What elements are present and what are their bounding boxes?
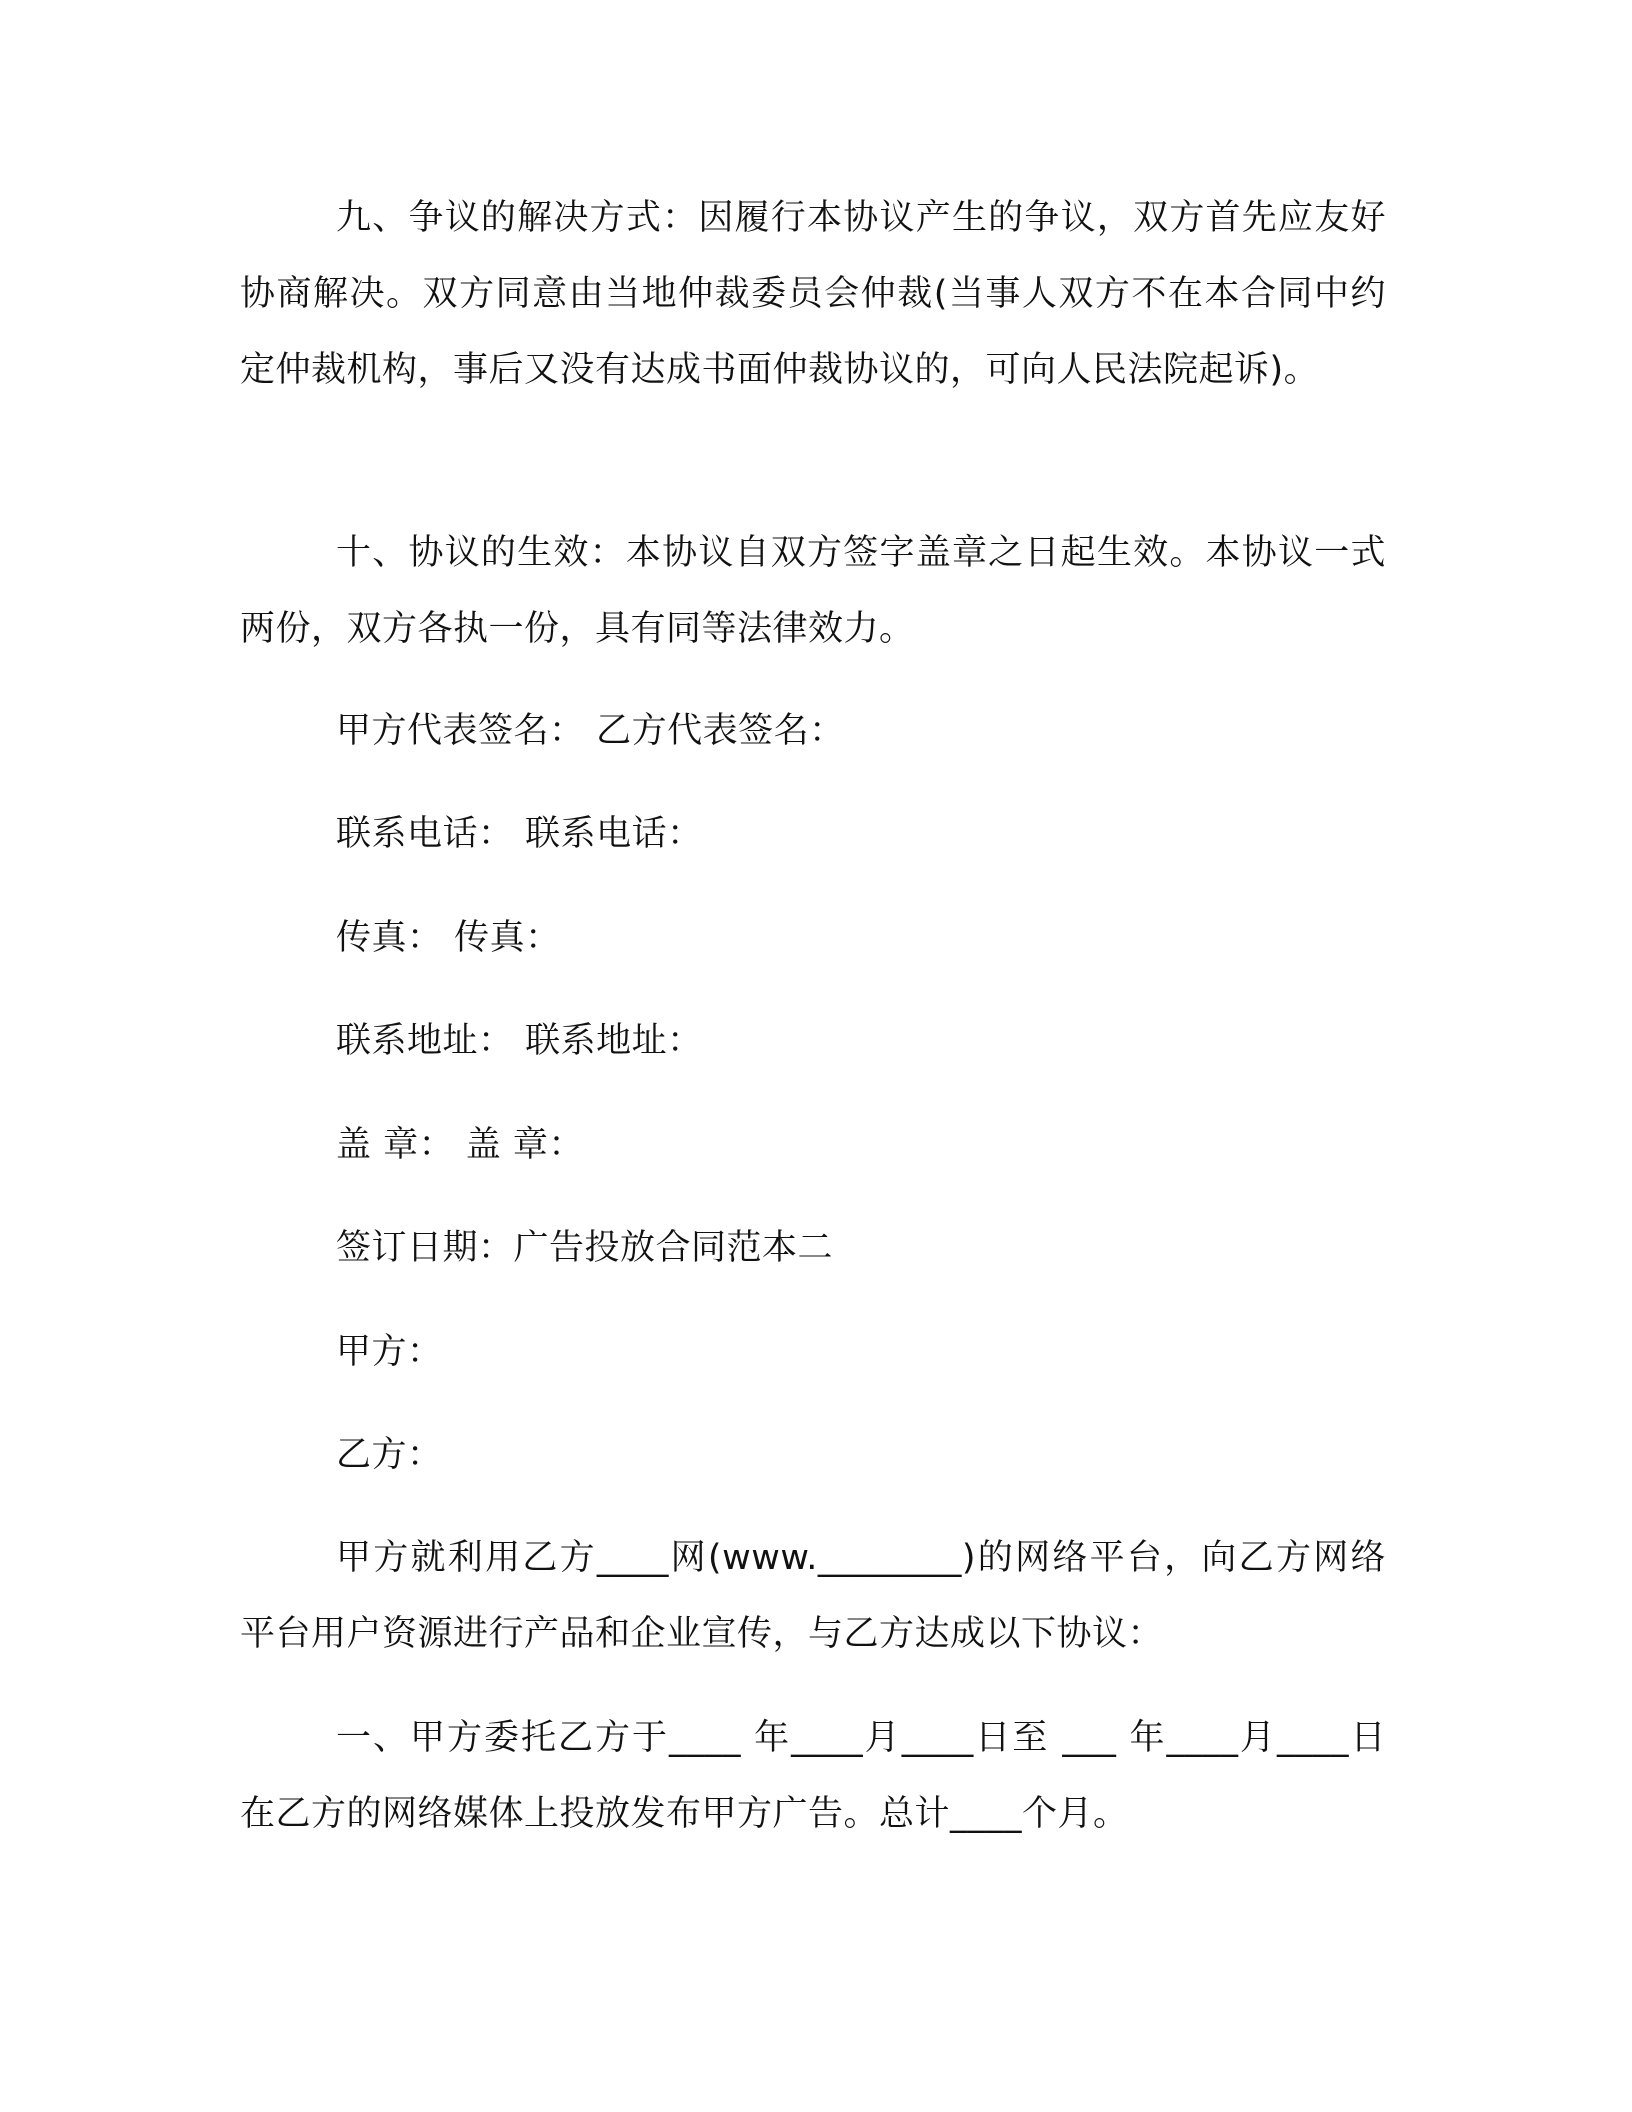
intro-paragraph: 甲方就利用乙方____网(www.________)的网络平台，向乙方网络平台用户资源进行产品和企业宣传，与乙方达成以下协议： (240, 1538, 1386, 1654)
seal-line: 盖 章： 盖 章： (336, 1125, 584, 1165)
signing-date-line: 签订日期：广告投放合同范本二 (336, 1228, 834, 1268)
representative-signature-line: 甲方代表签名： 乙方代表签名： (336, 711, 845, 751)
article-1-paragraph: 一、甲方委托乙方于____ 年____月____日至 ___ 年____月____日在乙方的网络媒体上投放发布甲方广告。总计____个月。 (240, 1718, 1386, 1834)
article-9-paragraph: 九、争议的解决方式：因履行本协议产生的争议，双方首先应友好协商解决。双方同意由当地仲裁委员会仲裁(当事人双方不在本合同中约定仲裁机构，事后又没有达成书面仲裁协议的，可向人民法院起诉)。 (240, 198, 1386, 390)
phone-line: 联系电话： 联系电话： (336, 814, 703, 854)
party-b-line: 乙方： (336, 1435, 443, 1475)
party-a-line: 甲方： (336, 1332, 443, 1372)
fax-line: 传真： 传真： (336, 918, 561, 958)
address-line: 联系地址： 联系地址： (336, 1021, 703, 1061)
article-10-paragraph: 十、协议的生效：本协议自双方签字盖章之日起生效。本协议一式两份，双方各执一份，具有同等法律效力。 (240, 533, 1386, 649)
